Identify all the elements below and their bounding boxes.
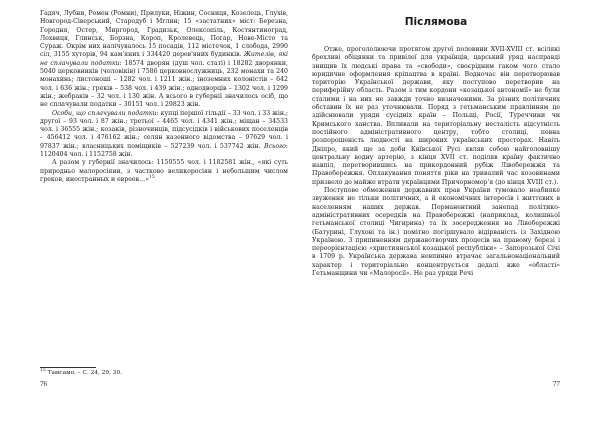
footnote-ref[interactable]: 15 (149, 174, 155, 180)
right-paragraph-2: Поступове обмеження державних прав України тумовало неабияке звуження не тільки політичних, а й економічних інтересів і життєвих в населенням наших держав. Перманентний занепад політико-адміністративних осередків на Правобережжі (наприклад, колишньої гетьманської столиці Чигирина) та їх зосередження на Лівобережжі (Батурині, Глухові та ін.) помітно погіршувало відірваність із Західною Україною. З припиненням державотворчих процесів на правому березі і переорієнтацією «християнської козацької республіки» – Запорозької Січі в 1709 р. Українська держава невпинно втрачає загальнонаціональний характер і територіально концентрується дедалі вже «області» Гетьманщини чи «Малоросії». Не раз уряди Речі (312, 187, 560, 278)
non-taxpayers-label: Жителів, які не сплачували податки (40, 51, 288, 67)
left-paragraph-2: Особи, що сплачували податки: купці першої гільдії – 33 чол. і 33 жін.; другої – 93 чол. і 87 жін.; третьої – 4465 чол. і 4341 жін.; міщан – 34533 чол. і 36555 жін.; козаків, різночинців, підсусідків і військових поселенців – 456412 чол. і 476162 жін.; селян казенного відомства – 97629 чол. і 97837 жін.; власницьких поміщиків – 527239 чол. і 537742 жін. Всього: 1120404 чол. і 1152758 жін. (40, 109, 288, 159)
footnote: $^{15}$ Тамсамо. – С. 24, 29, 30. (40, 368, 122, 376)
page-number-right: 77 (553, 380, 560, 388)
left-paragraph-1: Гадяч, Лубни, Ромен (Ромни), Прилуки, Ніжин, Сосниця, Козелець, Глухів, Новгород-Сіверський, Стародуб і Мглин; 15 «застатних» міст: Березна, Городня, Остер, Миргород, Градизьк, Олексопіль, Костянтиноград, Лохвиця, Глинськ, Борзна, Короп, Кролевець, Погар, Нове-Місто та Сураж. Окрім них налічувалось 15 посадів, 112 містечок, 1 слобода, 2990 сіл, 3155 хуторів, 94 кам'яних і 334420 дерев'яних будинків. Жителів, які не сплачували податки: 18574 дворян (душ чол. статі) і 18282 дворянки, 5040 церковників (чоловіків) і 7586 церковнослужниць, 232 монахи та 240 монахинь; листоноші – 1282 чол. і 1211 жін.; іноземних колоністів – 642 чол. і 636 жін.; греків – 538 чол. і 439 жін.; однодворців – 1302 чол. і 1299 жін.; жебраків – 32 чол. і 130 жін. А всього в губернії значилось осіб, що не сплачували податки – 30151 чол. і 29823 жін. (40, 10, 288, 109)
right-page (300, 0, 600, 425)
page-number-left: 76 (40, 380, 47, 388)
left-paragraph-3: А разом у губернії значилось: 1150555 чол. і 1182581 жін., «які суть природньо малоросіяни, з частково великоросіян і небольшим числом греков, иностранных и евреев…»$^{15}$ (40, 159, 288, 183)
right-paragraph-1: Отже, прогололюючи протягом другої половини XVII-XVIII ст. всілякі брехливі обіцянки та привілеї для українців, царський уряд насправді знищив їх людські права та «свободи», своєрідним гаком чого стало юридичне оформлення кріпацтва в країні. Водночас він перетворював територію Української держави, яку поступово перетворив на периферійну область. Разом з тим кордони «козацької автономії» не були сталими і на них не завжди точно визначеними. За різних політичних обставин їх не раз уточнювали. Поряд з гетьманським правлінням це здійснювали уряди сусідніх країн – Польщі, Росії, Туреччини чи Кримського ханства. Впливали на територіальну несталість відсутність постійного адміністративного центру, тобто столиці, певна розпорошеність людності на широких українських просторах. Навіть Дніпро, який ще за доби Київської Русі являв собою найголовнішу центральну водну артерію, з кінця XVII ст. поділяв країну фактично навпіл, перетворившись на прикордонний рубіж Лівобережжя та Правобережжя. Оплакування поняття ріки на тривалий час козовинами призвело до майже втрати українцями Причорномор'я (до кінця XVIII ст.). (312, 46, 560, 186)
footnote-rule (40, 367, 96, 368)
total-label: Всього (263, 142, 286, 150)
section-heading: Післямова (404, 16, 468, 28)
taxpayers-label: Особи, що сплачували податки (52, 109, 157, 117)
